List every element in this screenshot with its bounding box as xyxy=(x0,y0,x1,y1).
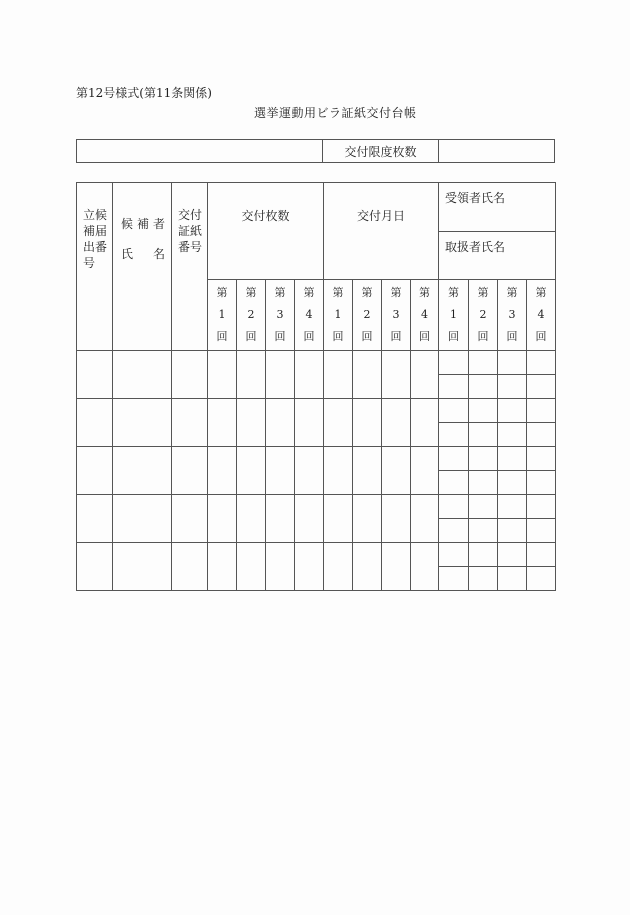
table-row xyxy=(77,543,556,567)
round-text: 回 xyxy=(506,330,518,343)
receiver-cell[interactable] xyxy=(439,495,469,519)
entry-cell[interactable] xyxy=(208,399,237,447)
handler-cell[interactable] xyxy=(498,423,527,447)
entry-cell[interactable] xyxy=(353,351,382,399)
receiver-cell[interactable] xyxy=(439,543,469,567)
round-text: 2 xyxy=(363,308,371,321)
entry-cell[interactable] xyxy=(295,399,324,447)
receiver-cell[interactable] xyxy=(439,399,469,423)
entry-cell[interactable] xyxy=(77,543,113,591)
round-text: 回 xyxy=(274,330,286,343)
entry-cell[interactable] xyxy=(324,399,353,447)
entry-cell[interactable] xyxy=(353,543,382,591)
header-text: 番号 xyxy=(178,240,203,254)
receiver-cell[interactable] xyxy=(498,495,527,519)
entry-cell[interactable] xyxy=(411,399,439,447)
entry-cell[interactable] xyxy=(172,351,208,399)
round-text: 第 xyxy=(506,286,518,299)
round-header-1 xyxy=(439,280,469,351)
header-text: 補 xyxy=(136,217,149,231)
header-text: 立候 xyxy=(83,208,108,222)
header-text: 出番 xyxy=(83,240,108,254)
entry-cell[interactable] xyxy=(295,447,324,495)
entry-cell[interactable] xyxy=(208,495,237,543)
round-header-1 xyxy=(208,280,237,351)
entry-cell[interactable] xyxy=(77,447,113,495)
round-text: 回 xyxy=(390,330,402,343)
table-row xyxy=(77,351,556,375)
header-text: 補届 xyxy=(83,224,108,238)
round-text: 回 xyxy=(448,330,459,343)
entry-cell[interactable] xyxy=(237,495,266,543)
entry-cell[interactable] xyxy=(113,399,172,447)
entry-cell[interactable] xyxy=(295,495,324,543)
entry-cell[interactable] xyxy=(295,543,324,591)
receiver-cell[interactable] xyxy=(469,495,498,519)
round-text: 第 xyxy=(361,286,373,299)
receiver-cell[interactable] xyxy=(527,543,556,567)
round-header-4 xyxy=(295,280,324,351)
handler-cell[interactable] xyxy=(439,375,469,399)
receiver-cell[interactable] xyxy=(498,399,527,423)
handler-cell[interactable] xyxy=(439,423,469,447)
round-text: 回 xyxy=(332,330,344,343)
header-stamp-number xyxy=(172,183,208,351)
header-text: 候 xyxy=(121,217,134,231)
limit-blank-cell[interactable] xyxy=(77,140,323,162)
entry-cell[interactable] xyxy=(77,399,113,447)
header-receiver-name: 受領者氏名 xyxy=(439,183,556,232)
receiver-cell[interactable] xyxy=(498,447,527,471)
header-text: 証紙 xyxy=(178,224,203,238)
entry-cell[interactable] xyxy=(411,351,439,399)
receiver-cell[interactable] xyxy=(527,495,556,519)
round-header-4 xyxy=(527,280,556,351)
entry-cell[interactable] xyxy=(266,351,295,399)
round-header-3 xyxy=(382,280,411,351)
round-text: 2 xyxy=(247,308,255,321)
receiver-cell[interactable] xyxy=(527,399,556,423)
entry-cell[interactable] xyxy=(382,495,411,543)
round-text: 回 xyxy=(361,330,373,343)
handler-cell[interactable] xyxy=(527,471,556,495)
handler-cell[interactable] xyxy=(439,471,469,495)
entry-cell[interactable] xyxy=(237,351,266,399)
round-header-2 xyxy=(353,280,382,351)
round-text: 4 xyxy=(305,308,313,321)
limit-label: 交付限度枚数 xyxy=(323,140,439,162)
receiver-cell[interactable] xyxy=(439,447,469,471)
receiver-cell[interactable] xyxy=(439,351,469,375)
entry-cell[interactable] xyxy=(324,495,353,543)
handler-cell[interactable] xyxy=(469,519,498,543)
entry-cell[interactable] xyxy=(237,399,266,447)
entry-cell[interactable] xyxy=(324,351,353,399)
entry-cell[interactable] xyxy=(353,399,382,447)
round-header-3 xyxy=(266,280,295,351)
receiver-cell[interactable] xyxy=(527,447,556,471)
entry-cell[interactable] xyxy=(113,351,172,399)
entry-cell[interactable] xyxy=(113,447,172,495)
round-text: 2 xyxy=(479,308,487,321)
entry-cell[interactable] xyxy=(353,447,382,495)
entry-cell[interactable] xyxy=(266,495,295,543)
round-text: 第 xyxy=(448,286,459,299)
round-text: 第 xyxy=(535,286,547,299)
round-text: 1 xyxy=(218,308,226,321)
round-header-2 xyxy=(237,280,266,351)
handler-cell[interactable] xyxy=(498,471,527,495)
handler-cell[interactable] xyxy=(469,471,498,495)
entry-cell[interactable] xyxy=(113,543,172,591)
header-text: 交付 xyxy=(178,208,203,222)
handler-cell[interactable] xyxy=(469,423,498,447)
entry-cell[interactable] xyxy=(237,543,266,591)
entry-cell[interactable] xyxy=(411,447,439,495)
round-text: 第 xyxy=(390,286,402,299)
header-text: 号 xyxy=(83,256,96,270)
round-text: 1 xyxy=(334,308,342,321)
entry-cell[interactable] xyxy=(353,495,382,543)
receiver-cell[interactable] xyxy=(469,543,498,567)
round-text: 第 xyxy=(477,286,489,299)
receiver-cell[interactable] xyxy=(469,399,498,423)
receiver-cell[interactable] xyxy=(469,351,498,375)
table-row xyxy=(77,495,556,519)
entry-cell[interactable] xyxy=(382,399,411,447)
handler-cell[interactable] xyxy=(498,567,527,591)
round-header-3 xyxy=(498,280,527,351)
round-text: 第 xyxy=(245,286,257,299)
entry-cell[interactable] xyxy=(172,447,208,495)
entry-cell[interactable] xyxy=(208,447,237,495)
document-title: 選挙運動用ビラ証紙交付台帳 xyxy=(254,106,417,120)
entry-cell[interactable] xyxy=(172,399,208,447)
entry-cell[interactable] xyxy=(295,351,324,399)
entry-cell[interactable] xyxy=(172,495,208,543)
round-text: 第 xyxy=(303,286,315,299)
receiver-cell[interactable] xyxy=(498,543,527,567)
entry-cell[interactable] xyxy=(411,495,439,543)
round-text: 第 xyxy=(216,286,228,299)
round-header-4 xyxy=(411,280,439,351)
handler-cell[interactable] xyxy=(469,567,498,591)
entry-cell[interactable] xyxy=(208,351,237,399)
round-text: 4 xyxy=(421,308,428,321)
round-text: 回 xyxy=(477,330,489,343)
round-text: 4 xyxy=(537,308,545,321)
header-text: 名 xyxy=(152,247,165,261)
handler-cell[interactable] xyxy=(498,375,527,399)
table-row xyxy=(77,447,556,471)
round-text: 第 xyxy=(419,286,430,299)
form-number: 第12号様式(第11条関係) xyxy=(76,86,212,100)
table-row xyxy=(77,399,556,423)
round-text: 回 xyxy=(303,330,315,343)
header-candidate-name xyxy=(113,183,172,351)
header-candidate-number xyxy=(77,183,113,351)
entry-cell[interactable] xyxy=(208,543,237,591)
round-text: 回 xyxy=(245,330,257,343)
handler-cell[interactable] xyxy=(439,519,469,543)
header-text: 氏 xyxy=(121,247,134,261)
round-text: 回 xyxy=(419,330,430,343)
entry-cell[interactable] xyxy=(77,495,113,543)
handler-cell[interactable] xyxy=(527,567,556,591)
header-issued-date: 交付月日 xyxy=(324,183,439,280)
entry-cell[interactable] xyxy=(113,495,172,543)
header-handler-name: 取扱者氏名 xyxy=(439,232,556,280)
issuance-limit-box xyxy=(76,139,555,163)
entry-cell[interactable] xyxy=(77,351,113,399)
round-text: 1 xyxy=(450,308,457,321)
round-text: 第 xyxy=(332,286,344,299)
entry-cell[interactable] xyxy=(324,447,353,495)
receiver-cell[interactable] xyxy=(469,447,498,471)
ledger-table xyxy=(76,182,556,591)
entry-cell[interactable] xyxy=(237,447,266,495)
entry-cell[interactable] xyxy=(411,543,439,591)
entry-cell[interactable] xyxy=(382,543,411,591)
entry-cell[interactable] xyxy=(266,399,295,447)
header-text: 者 xyxy=(152,217,165,231)
entry-cell[interactable] xyxy=(172,543,208,591)
round-text: 3 xyxy=(276,308,284,321)
receiver-cell[interactable] xyxy=(527,351,556,375)
header-issued-count: 交付枚数 xyxy=(208,183,324,280)
round-text: 3 xyxy=(392,308,400,321)
entry-cell[interactable] xyxy=(266,543,295,591)
limit-value-cell[interactable] xyxy=(439,140,554,162)
handler-cell[interactable] xyxy=(527,423,556,447)
handler-cell[interactable] xyxy=(527,519,556,543)
receiver-cell[interactable] xyxy=(498,351,527,375)
entry-cell[interactable] xyxy=(266,447,295,495)
handler-cell[interactable] xyxy=(527,375,556,399)
round-header-1 xyxy=(324,280,353,351)
round-text: 回 xyxy=(216,330,228,343)
handler-cell[interactable] xyxy=(469,375,498,399)
handler-cell[interactable] xyxy=(498,519,527,543)
round-text: 回 xyxy=(535,330,547,343)
round-text: 第 xyxy=(274,286,286,299)
round-text: 3 xyxy=(508,308,516,321)
entry-cell[interactable] xyxy=(324,543,353,591)
handler-cell[interactable] xyxy=(439,567,469,591)
entry-cell[interactable] xyxy=(382,351,411,399)
round-header-2 xyxy=(469,280,498,351)
entry-cell[interactable] xyxy=(382,447,411,495)
